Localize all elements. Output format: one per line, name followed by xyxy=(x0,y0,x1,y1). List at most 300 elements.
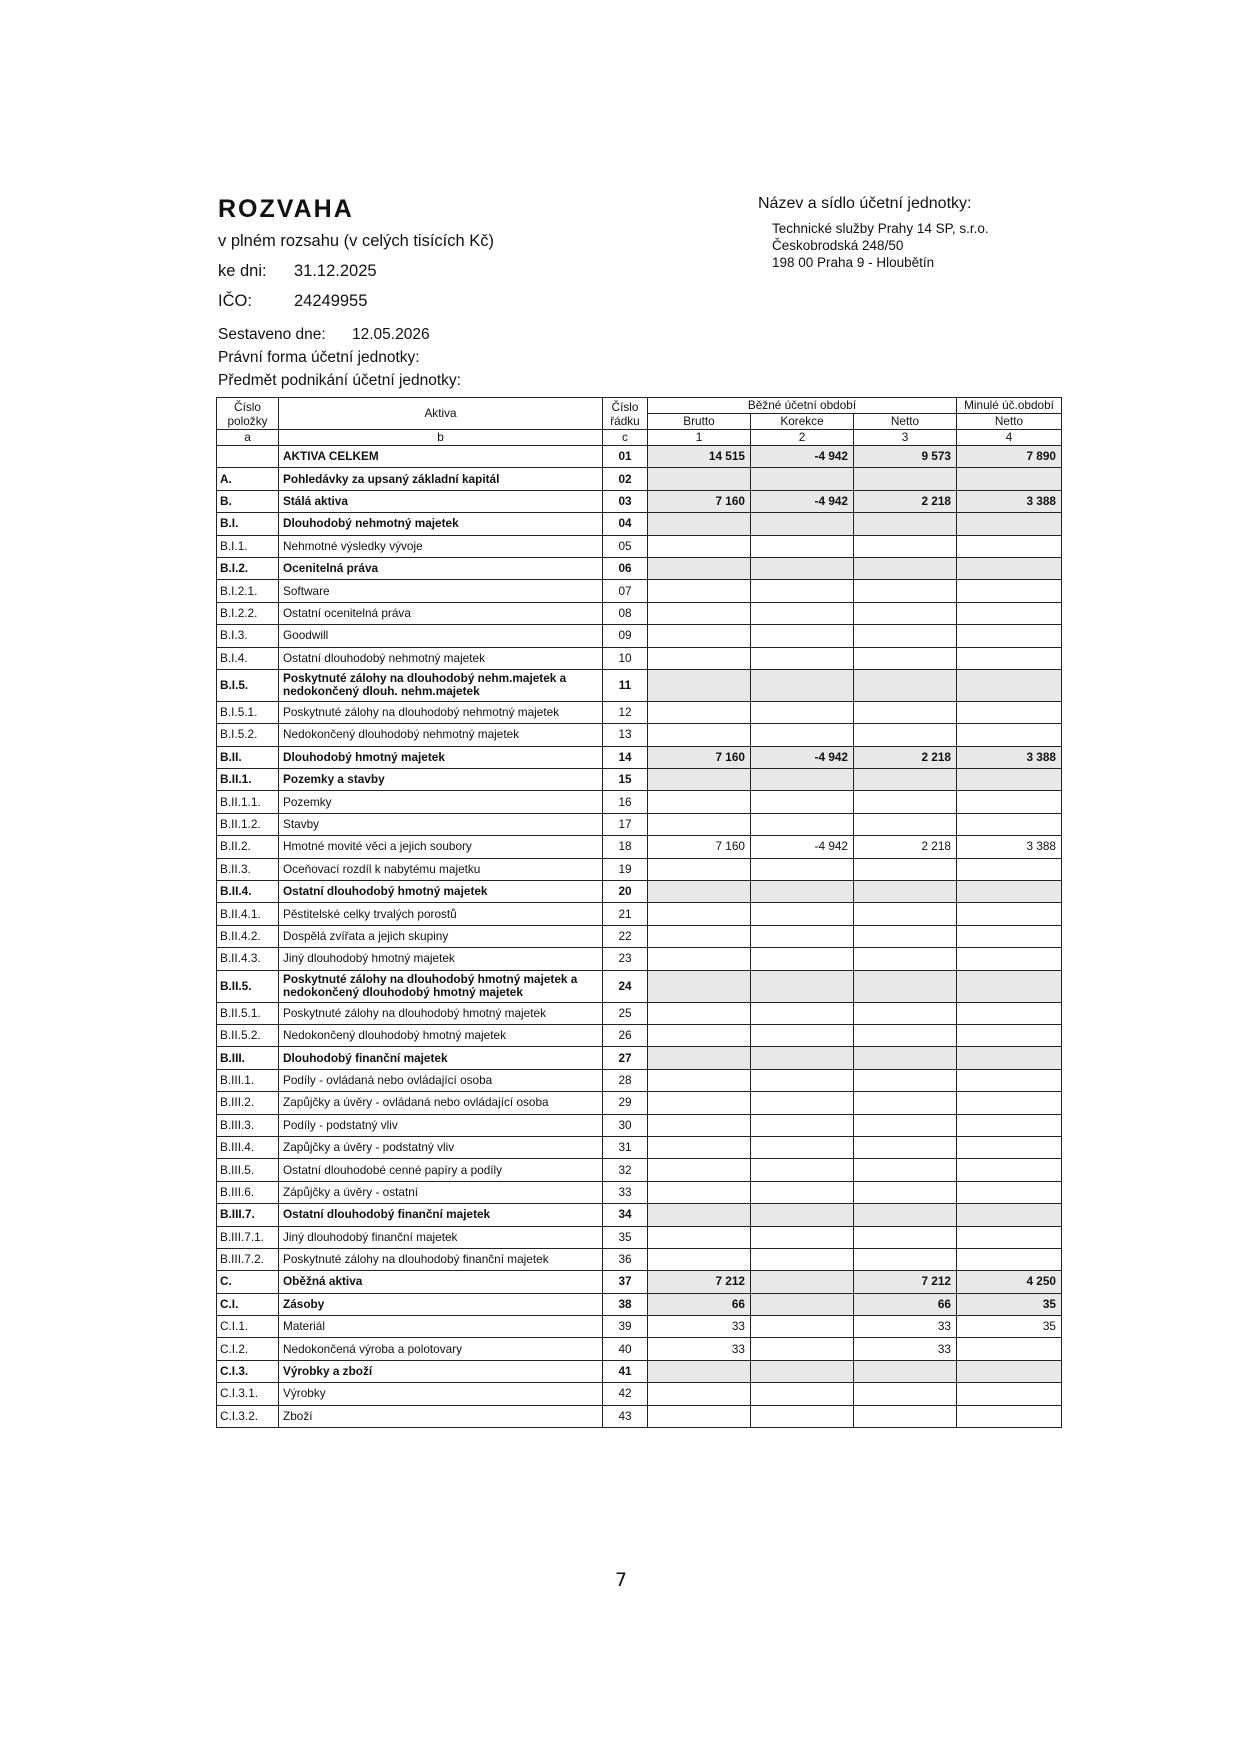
compiled-date xyxy=(218,325,738,345)
item-code xyxy=(217,446,279,468)
item-name: Software xyxy=(279,580,603,602)
table-row xyxy=(217,647,1062,669)
item-name: Výrobky xyxy=(279,1383,603,1405)
korekce-value xyxy=(751,1383,854,1405)
netto-value xyxy=(854,602,957,624)
previous-netto-value xyxy=(957,1405,1062,1427)
document-header xyxy=(218,194,738,391)
row-number: 24 xyxy=(603,970,648,1002)
row-number: 43 xyxy=(603,1405,648,1427)
row-number: 06 xyxy=(603,557,648,579)
previous-netto-value: 4 250 xyxy=(957,1271,1062,1293)
netto-value xyxy=(854,1204,957,1226)
table-row xyxy=(217,1047,1062,1069)
brutto-value: 66 xyxy=(648,1293,751,1315)
item-code: C.I.3. xyxy=(217,1360,279,1382)
korekce-value xyxy=(751,1271,854,1293)
item-code: B.II.4.1. xyxy=(217,903,279,925)
item-name: Goodwill xyxy=(279,625,603,647)
brutto-value xyxy=(648,858,751,880)
item-code: C.I.1. xyxy=(217,1316,279,1338)
header-netto: Netto xyxy=(854,414,957,430)
netto-value xyxy=(854,1248,957,1270)
row-number: 16 xyxy=(603,791,648,813)
item-code: B.III. xyxy=(217,1047,279,1069)
item-code: B.I.2.2. xyxy=(217,602,279,624)
previous-netto-value xyxy=(957,1338,1062,1360)
row-number: 31 xyxy=(603,1136,648,1158)
korekce-value xyxy=(751,669,854,701)
item-name: Stavby xyxy=(279,813,603,835)
entity-city: 198 00 Praha 9 - Hloubětín xyxy=(772,255,935,270)
table-row xyxy=(217,769,1062,791)
entity-address xyxy=(772,220,1058,271)
header-assets: Aktiva xyxy=(279,398,603,430)
item-name: Zapůjčky a úvěry - podstatný vliv xyxy=(279,1136,603,1158)
brutto-value: 33 xyxy=(648,1316,751,1338)
table-row xyxy=(217,625,1062,647)
previous-netto-value: 3 388 xyxy=(957,746,1062,768)
brutto-value xyxy=(648,1181,751,1203)
korekce-value xyxy=(751,970,854,1002)
netto-value xyxy=(854,881,957,903)
table-row xyxy=(217,970,1062,1002)
previous-netto-value xyxy=(957,1024,1062,1046)
item-name: Pěstitelské celky trvalých porostů xyxy=(279,903,603,925)
korekce-value: -4 942 xyxy=(751,490,854,512)
table-row xyxy=(217,1338,1062,1360)
item-name: Ostatní dlouhodobý hmotný majetek xyxy=(279,881,603,903)
korekce-value xyxy=(751,1002,854,1024)
korekce-value xyxy=(751,580,854,602)
item-code: B.II.4.3. xyxy=(217,948,279,970)
item-code: B.I.5. xyxy=(217,669,279,701)
item-name: Ostatní dlouhodobé cenné papíry a podíly xyxy=(279,1159,603,1181)
table-row xyxy=(217,881,1062,903)
table-row xyxy=(217,535,1062,557)
row-number: 39 xyxy=(603,1316,648,1338)
previous-netto-value xyxy=(957,1092,1062,1114)
table-row xyxy=(217,746,1062,768)
table-row xyxy=(217,1002,1062,1024)
netto-value xyxy=(854,1024,957,1046)
brutto-value xyxy=(648,535,751,557)
previous-netto-value: 35 xyxy=(957,1293,1062,1315)
previous-netto-value xyxy=(957,468,1062,490)
table-row xyxy=(217,1383,1062,1405)
brutto-value xyxy=(648,925,751,947)
row-number: 21 xyxy=(603,903,648,925)
table-row xyxy=(217,580,1062,602)
netto-value xyxy=(854,647,957,669)
brutto-value xyxy=(648,1047,751,1069)
netto-value: 2 218 xyxy=(854,836,957,858)
ico xyxy=(218,290,738,312)
previous-netto-value xyxy=(957,557,1062,579)
korekce-value xyxy=(751,858,854,880)
item-name: Pohledávky za upsaný základní kapitál xyxy=(279,468,603,490)
korekce-value xyxy=(751,1226,854,1248)
previous-netto-value xyxy=(957,513,1062,535)
row-number: 23 xyxy=(603,948,648,970)
brutto-value xyxy=(648,948,751,970)
row-number: 28 xyxy=(603,1069,648,1091)
row-number: 14 xyxy=(603,746,648,768)
brutto-value xyxy=(648,468,751,490)
header-col-a: a xyxy=(217,430,279,446)
previous-netto-value xyxy=(957,1069,1062,1091)
item-code: B.III.1. xyxy=(217,1069,279,1091)
brutto-value xyxy=(648,1383,751,1405)
row-number: 32 xyxy=(603,1159,648,1181)
item-code: B.III.7. xyxy=(217,1204,279,1226)
previous-netto-value xyxy=(957,1136,1062,1158)
netto-value xyxy=(854,625,957,647)
korekce-value xyxy=(751,925,854,947)
previous-netto-value xyxy=(957,970,1062,1002)
previous-netto-value xyxy=(957,1002,1062,1024)
item-name: AKTIVA CELKEM xyxy=(279,446,603,468)
korekce-value xyxy=(751,1316,854,1338)
item-code: B.II. xyxy=(217,746,279,768)
korekce-value xyxy=(751,625,854,647)
item-code: B.I.2. xyxy=(217,557,279,579)
korekce-value xyxy=(751,1248,854,1270)
previous-netto-value xyxy=(957,903,1062,925)
brutto-value xyxy=(648,1248,751,1270)
previous-netto-value xyxy=(957,1114,1062,1136)
table-row xyxy=(217,1271,1062,1293)
row-number: 25 xyxy=(603,1002,648,1024)
item-name: Nehmotné výsledky vývoje xyxy=(279,535,603,557)
brutto-value xyxy=(648,791,751,813)
previous-netto-value xyxy=(957,1383,1062,1405)
item-code: B.II.2. xyxy=(217,836,279,858)
item-name: Zásoby xyxy=(279,1293,603,1315)
row-number: 29 xyxy=(603,1092,648,1114)
item-code: B.II.3. xyxy=(217,858,279,880)
header-col-c: c xyxy=(603,430,648,446)
item-code: B.I.3. xyxy=(217,625,279,647)
korekce-value xyxy=(751,1114,854,1136)
brutto-value: 7 160 xyxy=(648,836,751,858)
brutto-value xyxy=(648,1136,751,1158)
item-name: Zboží xyxy=(279,1405,603,1427)
table-row xyxy=(217,791,1062,813)
netto-value xyxy=(854,1136,957,1158)
table-row xyxy=(217,925,1062,947)
previous-netto-value xyxy=(957,813,1062,835)
netto-value: 66 xyxy=(854,1293,957,1315)
table-row xyxy=(217,1069,1062,1091)
previous-netto-value: 35 xyxy=(957,1316,1062,1338)
item-name: Pozemky a stavby xyxy=(279,769,603,791)
item-name: Zápůjčky a úvěry - ostatní xyxy=(279,1181,603,1203)
table-row xyxy=(217,1316,1062,1338)
item-code: B.I.2.1. xyxy=(217,580,279,602)
row-number: 05 xyxy=(603,535,648,557)
previous-netto-value xyxy=(957,1360,1062,1382)
korekce-value xyxy=(751,1092,854,1114)
table-row xyxy=(217,724,1062,746)
brutto-value xyxy=(648,1204,751,1226)
item-name: Jiný dlouhodobý finanční majetek xyxy=(279,1226,603,1248)
item-code: B.III.2. xyxy=(217,1092,279,1114)
brutto-value xyxy=(648,881,751,903)
item-code: B.II.5. xyxy=(217,970,279,1002)
header-previous-period: Minulé úč.období xyxy=(957,398,1062,414)
item-code: B.II.4.2. xyxy=(217,925,279,947)
brutto-value xyxy=(648,1092,751,1114)
netto-value xyxy=(854,1159,957,1181)
previous-netto-value xyxy=(957,580,1062,602)
item-code: B.II.5.2. xyxy=(217,1024,279,1046)
item-name: Ostatní dlouhodobý finanční majetek xyxy=(279,1204,603,1226)
korekce-value xyxy=(751,1024,854,1046)
header-col-2: 2 xyxy=(751,430,854,446)
item-code: B.I.5.2. xyxy=(217,724,279,746)
netto-value xyxy=(854,580,957,602)
korekce-value xyxy=(751,769,854,791)
netto-value xyxy=(854,769,957,791)
netto-value xyxy=(854,1226,957,1248)
item-name: Dospělá zvířata a jejich skupiny xyxy=(279,925,603,947)
header-row-no: Číslo řádku xyxy=(603,398,648,430)
item-name: Stálá aktiva xyxy=(279,490,603,512)
brutto-value xyxy=(648,813,751,835)
brutto-value xyxy=(648,647,751,669)
brutto-value xyxy=(648,625,751,647)
korekce-value xyxy=(751,1069,854,1091)
netto-value xyxy=(854,1002,957,1024)
netto-value xyxy=(854,813,957,835)
netto-value xyxy=(854,1383,957,1405)
brutto-value: 7 212 xyxy=(648,1271,751,1293)
previous-netto-value xyxy=(957,724,1062,746)
netto-value xyxy=(854,1114,957,1136)
item-code: B.I.5.1. xyxy=(217,701,279,723)
previous-netto-value xyxy=(957,647,1062,669)
row-number: 37 xyxy=(603,1271,648,1293)
table-row xyxy=(217,557,1062,579)
page-number: 7 xyxy=(614,1569,628,1591)
korekce-value xyxy=(751,903,854,925)
korekce-value xyxy=(751,1159,854,1181)
row-number: 15 xyxy=(603,769,648,791)
row-number: 30 xyxy=(603,1114,648,1136)
korekce-value xyxy=(751,724,854,746)
balance-date-value: 31.12.2025 xyxy=(294,262,377,280)
table-row xyxy=(217,858,1062,880)
row-number: 03 xyxy=(603,490,648,512)
netto-value xyxy=(854,701,957,723)
table-row xyxy=(217,490,1062,512)
row-number: 02 xyxy=(603,468,648,490)
brutto-value xyxy=(648,1405,751,1427)
previous-netto-value xyxy=(957,602,1062,624)
korekce-value xyxy=(751,791,854,813)
item-code: B.III.3. xyxy=(217,1114,279,1136)
table-row xyxy=(217,1293,1062,1315)
netto-value xyxy=(854,557,957,579)
korekce-value xyxy=(751,1136,854,1158)
item-name: Poskytnuté zálohy na dlouhodobý hmotný majetek a nedokončený dlouhodobý hmotný majetek xyxy=(279,970,603,1002)
table-row xyxy=(217,1024,1062,1046)
item-code: C.I.2. xyxy=(217,1338,279,1360)
row-number: 26 xyxy=(603,1024,648,1046)
netto-value: 2 218 xyxy=(854,746,957,768)
header-col-3: 3 xyxy=(854,430,957,446)
netto-value xyxy=(854,1047,957,1069)
header-korekce: Korekce xyxy=(751,414,854,430)
item-code: B.III.7.2. xyxy=(217,1248,279,1270)
table-row xyxy=(217,468,1062,490)
header-col-4: 4 xyxy=(957,430,1062,446)
compiled-date-value: 12.05.2026 xyxy=(352,326,430,343)
korekce-value xyxy=(751,813,854,835)
korekce-value xyxy=(751,557,854,579)
row-number: 33 xyxy=(603,1181,648,1203)
header-col-b: b xyxy=(279,430,603,446)
header-netto-prev: Netto xyxy=(957,414,1062,430)
item-name: Ostatní dlouhodobý nehmotný majetek xyxy=(279,647,603,669)
item-name: Dlouhodobý finanční majetek xyxy=(279,1047,603,1069)
brutto-value xyxy=(648,513,751,535)
netto-value: 7 212 xyxy=(854,1271,957,1293)
item-name: Ocenitelná práva xyxy=(279,557,603,579)
korekce-value xyxy=(751,602,854,624)
row-number: 07 xyxy=(603,580,648,602)
table-row xyxy=(217,669,1062,701)
netto-value xyxy=(854,724,957,746)
table-row xyxy=(217,948,1062,970)
previous-netto-value: 3 388 xyxy=(957,836,1062,858)
row-number: 34 xyxy=(603,1204,648,1226)
entity-label: Název a sídlo účetní jednotky: xyxy=(758,195,972,212)
row-number: 08 xyxy=(603,602,648,624)
header-col-1: 1 xyxy=(648,430,751,446)
netto-value: 33 xyxy=(854,1316,957,1338)
netto-value: 9 573 xyxy=(854,446,957,468)
previous-netto-value xyxy=(957,1204,1062,1226)
row-number: 20 xyxy=(603,881,648,903)
previous-netto-value xyxy=(957,858,1062,880)
brutto-value: 7 160 xyxy=(648,490,751,512)
header-current-period: Běžné účetní období xyxy=(648,398,957,414)
table-row xyxy=(217,1405,1062,1427)
balance-sheet-table xyxy=(216,397,1062,1428)
korekce-value: -4 942 xyxy=(751,746,854,768)
netto-value xyxy=(854,858,957,880)
row-number: 12 xyxy=(603,701,648,723)
table-row xyxy=(217,701,1062,723)
korekce-value xyxy=(751,1047,854,1069)
balance-date xyxy=(218,260,738,282)
item-code: B.II.1.2. xyxy=(217,813,279,835)
brutto-value xyxy=(648,1024,751,1046)
korekce-value: -4 942 xyxy=(751,836,854,858)
korekce-value xyxy=(751,1181,854,1203)
table-row xyxy=(217,836,1062,858)
table-row xyxy=(217,1159,1062,1181)
item-name: Podíly - podstatný vliv xyxy=(279,1114,603,1136)
row-number: 09 xyxy=(603,625,648,647)
brutto-value xyxy=(648,724,751,746)
brutto-value xyxy=(648,1360,751,1382)
table-row xyxy=(217,602,1062,624)
korekce-value xyxy=(751,701,854,723)
netto-value xyxy=(854,1069,957,1091)
korekce-value: -4 942 xyxy=(751,446,854,468)
brutto-value xyxy=(648,1114,751,1136)
item-code: B.I.1. xyxy=(217,535,279,557)
row-number: 04 xyxy=(603,513,648,535)
brutto-value xyxy=(648,1226,751,1248)
previous-netto-value xyxy=(957,881,1062,903)
table-row xyxy=(217,513,1062,535)
netto-value xyxy=(854,970,957,1002)
row-number: 41 xyxy=(603,1360,648,1382)
item-code: B.II.5.1. xyxy=(217,1002,279,1024)
brutto-value: 14 515 xyxy=(648,446,751,468)
brutto-value xyxy=(648,1159,751,1181)
row-number: 40 xyxy=(603,1338,648,1360)
item-code: C.I.3.1. xyxy=(217,1383,279,1405)
brutto-value xyxy=(648,557,751,579)
korekce-value xyxy=(751,881,854,903)
item-code: B. xyxy=(217,490,279,512)
table-row xyxy=(217,1114,1062,1136)
document-title: ROZVAHA xyxy=(218,195,354,223)
header-brutto: Brutto xyxy=(648,414,751,430)
previous-netto-value xyxy=(957,1181,1062,1203)
table-row xyxy=(217,813,1062,835)
previous-netto-value xyxy=(957,1159,1062,1181)
previous-netto-value xyxy=(957,769,1062,791)
compiled-date-label: Sestaveno dne: xyxy=(218,326,326,343)
korekce-value xyxy=(751,1405,854,1427)
netto-value xyxy=(854,468,957,490)
netto-value: 2 218 xyxy=(854,490,957,512)
item-name: Pozemky xyxy=(279,791,603,813)
row-number: 11 xyxy=(603,669,648,701)
item-code: C.I. xyxy=(217,1293,279,1315)
item-code: B.III.5. xyxy=(217,1159,279,1181)
balance-date-label: ke dni: xyxy=(218,262,267,280)
previous-netto-value xyxy=(957,625,1062,647)
netto-value xyxy=(854,791,957,813)
item-name: Nedokončený dlouhodobý hmotný majetek xyxy=(279,1024,603,1046)
row-number: 27 xyxy=(603,1047,648,1069)
item-name: Dlouhodobý nehmotný majetek xyxy=(279,513,603,535)
korekce-value xyxy=(751,1204,854,1226)
previous-netto-value xyxy=(957,948,1062,970)
item-code: B.III.7.1. xyxy=(217,1226,279,1248)
brutto-value xyxy=(648,1069,751,1091)
table-row xyxy=(217,446,1062,468)
entity-name: Technické služby Prahy 14 SP, s.r.o. xyxy=(772,221,989,236)
previous-netto-value xyxy=(957,701,1062,723)
item-name: Zapůjčky a úvěry - ovládaná nebo ovládající osoba xyxy=(279,1092,603,1114)
netto-value xyxy=(854,513,957,535)
item-code: B.II.1. xyxy=(217,769,279,791)
previous-netto-value xyxy=(957,535,1062,557)
netto-value xyxy=(854,925,957,947)
brutto-value xyxy=(648,970,751,1002)
item-name: Poskytnuté zálohy na dlouhodobý finanční majetek xyxy=(279,1248,603,1270)
table-row xyxy=(217,1248,1062,1270)
item-name: Jiný dlouhodobý hmotný majetek xyxy=(279,948,603,970)
